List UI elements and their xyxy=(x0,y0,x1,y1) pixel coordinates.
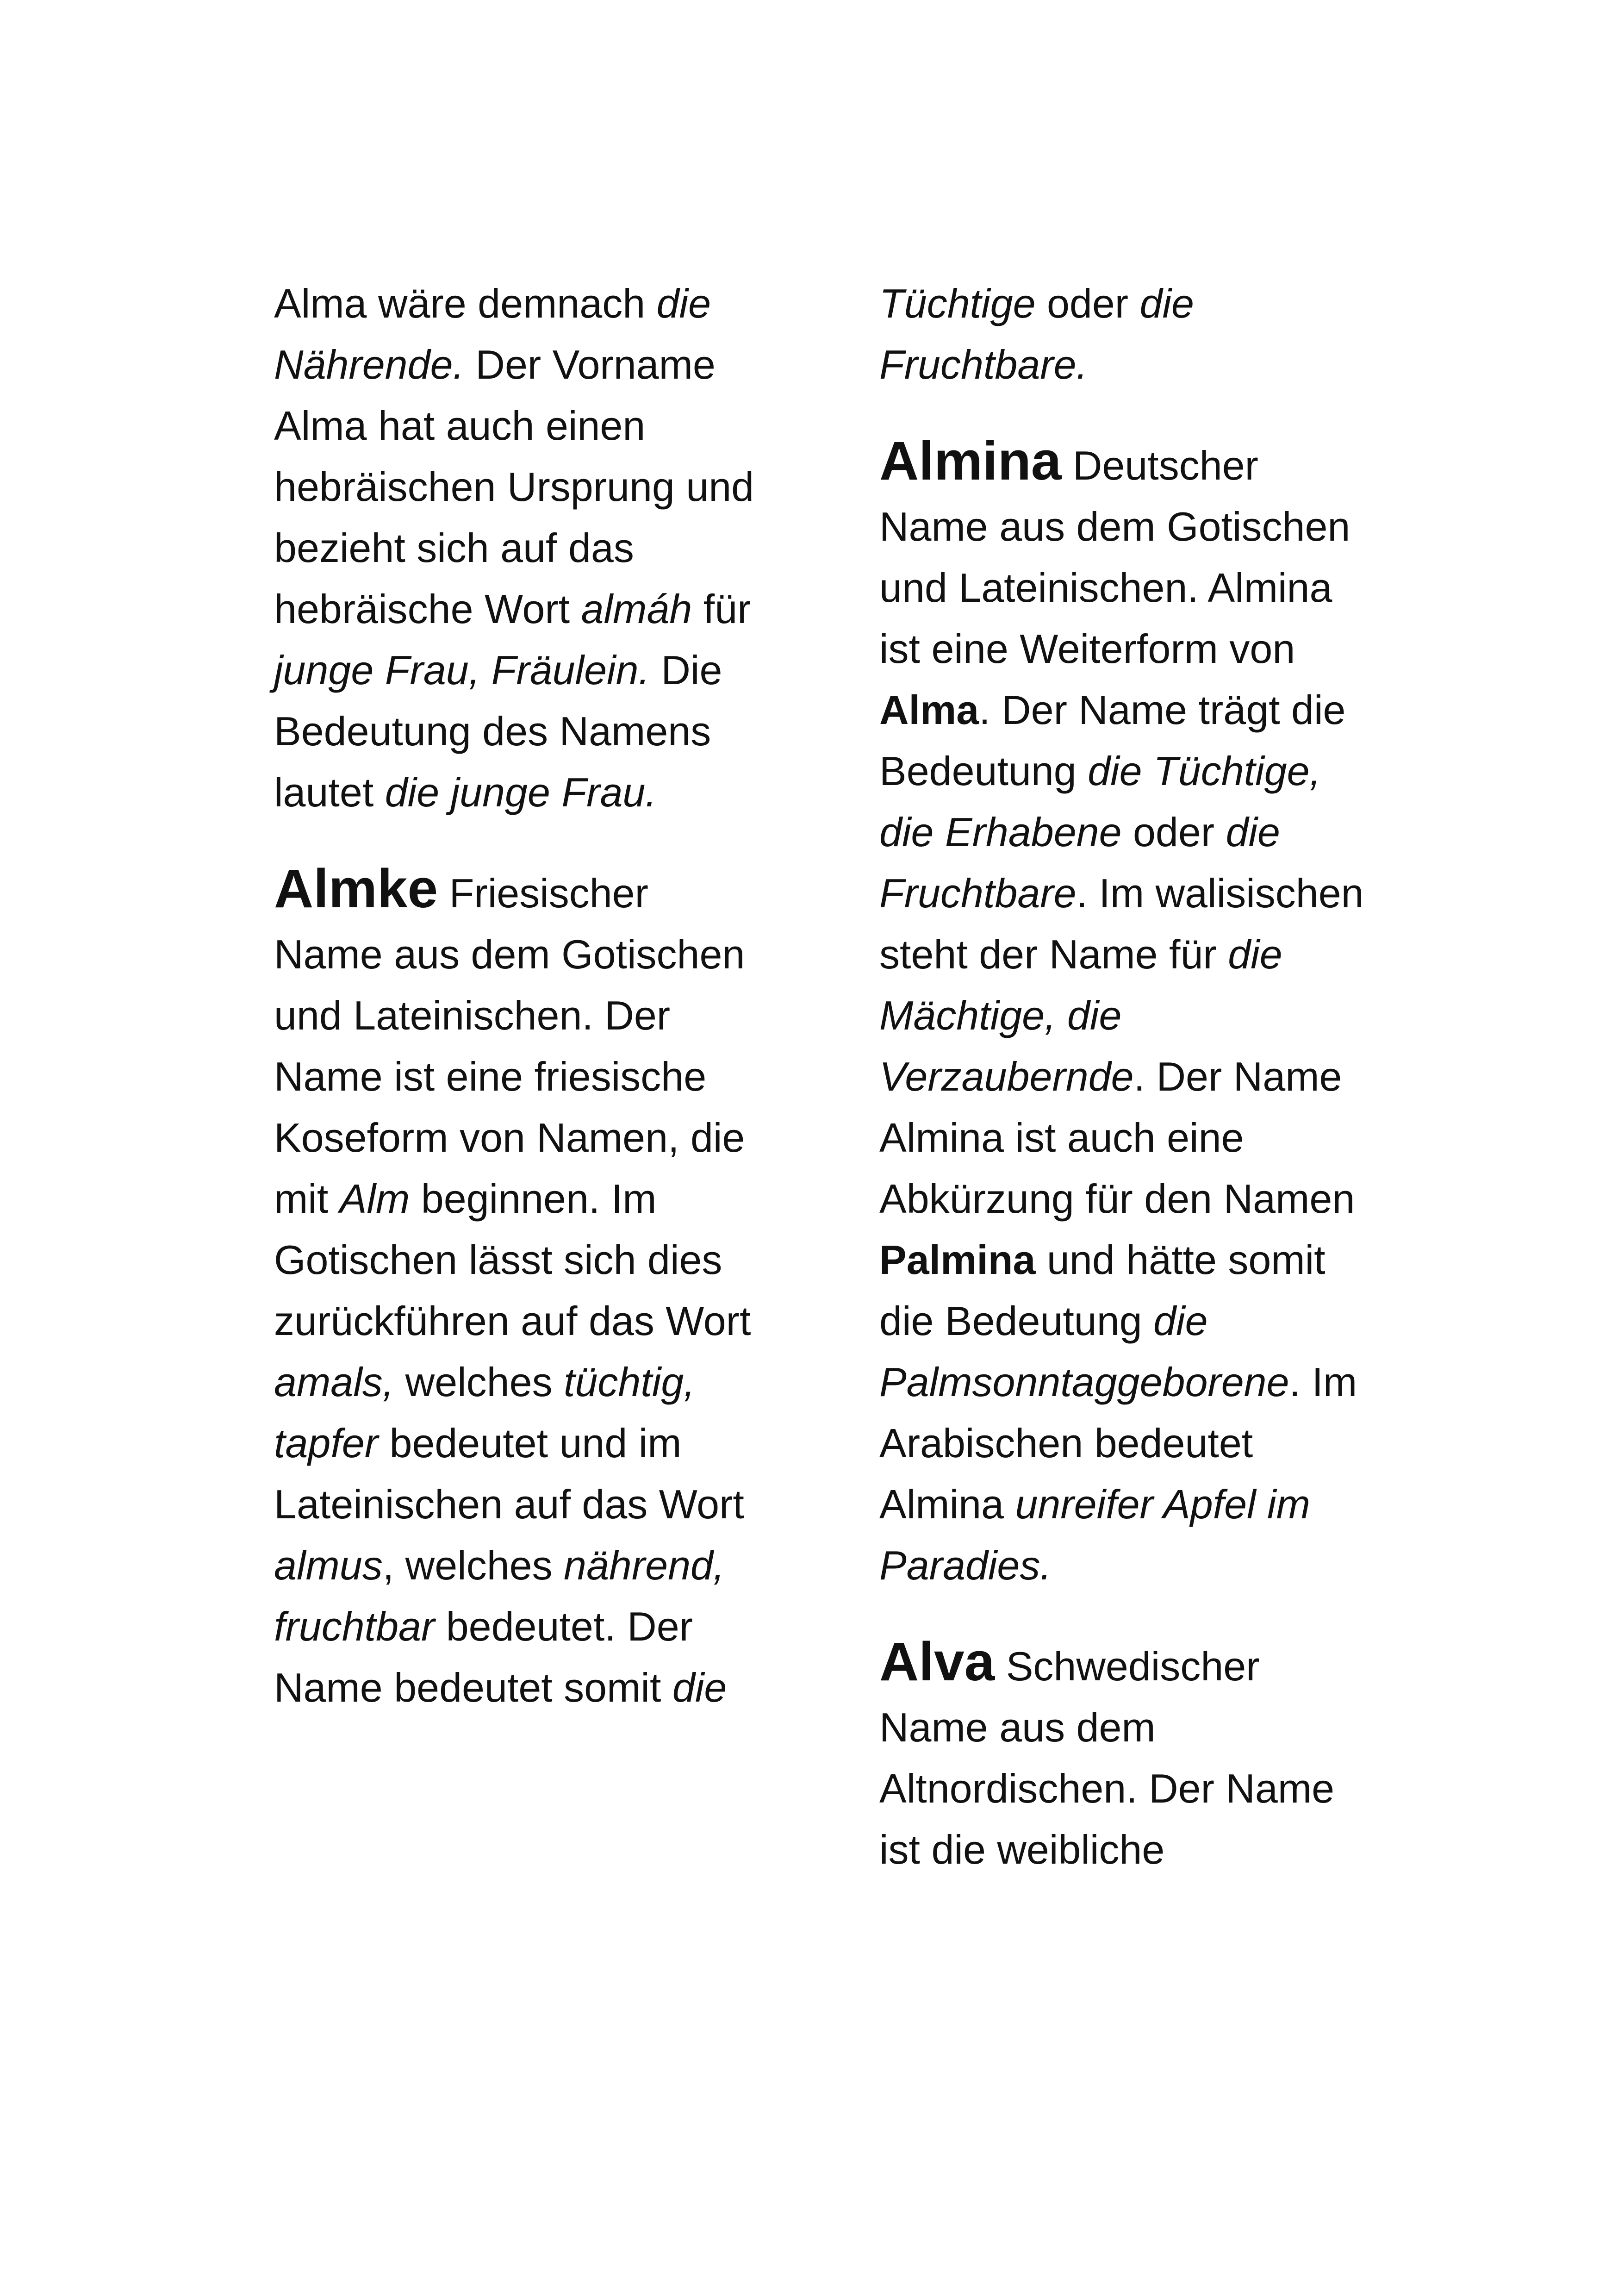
italic-run: die Palmsonntaggeborene xyxy=(879,1298,1289,1405)
italic-run: almus xyxy=(274,1542,383,1588)
text-run: beginnen. Im Gotischen lässt sich dies zurückführen auf das Wort xyxy=(274,1176,751,1344)
entry-name-almke: Almke xyxy=(274,858,438,919)
entry-almke xyxy=(274,856,765,1718)
italic-run: unreifer Apfel im Paradies. xyxy=(879,1481,1310,1588)
intro-paragraph xyxy=(274,273,765,823)
entry-almina xyxy=(879,429,1370,1596)
italic-run: die Tüchtige, die Erhabene xyxy=(879,748,1321,855)
text-run: . Im Arabischen bedeutet Almina xyxy=(879,1359,1357,1527)
text-run: oder xyxy=(1121,809,1226,855)
text-run: Die Bedeutung des Namens lautet xyxy=(274,647,722,815)
entry-name-almina: Almina xyxy=(879,430,1062,492)
italic-run: die Nährende. xyxy=(274,281,711,387)
italic-run: die junge Frau. xyxy=(385,769,657,815)
italic-run: die Fruchtbare xyxy=(879,809,1280,916)
text-run: Der Vorname Alma hat auch einen hebräischen Ursprung und bezieht sich auf das hebräische Wort xyxy=(274,342,754,632)
italic-run: Alm xyxy=(339,1176,410,1222)
italic-run: almáh xyxy=(581,586,692,632)
text-run: Deutscher Name aus dem Gotischen und Lateinischen. Almina ist eine Weiterform von xyxy=(879,443,1350,672)
entry-alva xyxy=(879,1629,1370,1880)
text-run: bedeutet und im Lateinischen auf das Wort xyxy=(274,1420,744,1527)
text-run: . Der Name trägt die Bedeutung xyxy=(879,687,1346,794)
italic-run: die Fruchtbare. xyxy=(879,281,1194,387)
text-run: . Im walisischen steht der Name für xyxy=(879,870,1364,977)
text-run: bedeutet. Der Name bedeutet somit xyxy=(274,1603,693,1710)
italic-run: die Mächtige, die Verzaubernde xyxy=(879,931,1282,1099)
continuation-paragraph xyxy=(879,273,1370,395)
text-run: für xyxy=(692,586,751,632)
text-run: . Der Name Almina ist auch eine Abkürzung für den Namen xyxy=(879,1054,1355,1222)
italic-run: junge Frau, Fräulein. xyxy=(274,647,650,693)
text-run: Friesischer Name aus dem Gotischen und Lateinischen. Der Name ist eine friesische Koseform von Namen, die mit xyxy=(274,870,745,1222)
left-column xyxy=(274,273,765,1718)
italic-run: die xyxy=(672,1665,727,1710)
text-run: Alma wäre demnach xyxy=(274,281,657,326)
text-run: welches xyxy=(394,1359,564,1405)
italic-run: nährend, fruchtbar xyxy=(274,1542,725,1649)
italic-run: Tüchtige xyxy=(879,281,1036,326)
text-run: , welches xyxy=(382,1542,564,1588)
bold-run: Alma xyxy=(879,687,979,733)
text-run: und hätte somit die Bedeutung xyxy=(879,1237,1326,1344)
text-run: oder xyxy=(1035,281,1140,326)
entry-name-alva: Alva xyxy=(879,1631,995,1692)
italic-run: amals, xyxy=(274,1359,394,1405)
right-column xyxy=(879,273,1370,1880)
bold-run: Palmina xyxy=(879,1237,1036,1283)
italic-run: tüchtig, tapfer xyxy=(274,1359,695,1466)
text-run: Schwedischer Name aus dem Altnordischen. Der Name ist die weibliche xyxy=(879,1643,1335,1872)
